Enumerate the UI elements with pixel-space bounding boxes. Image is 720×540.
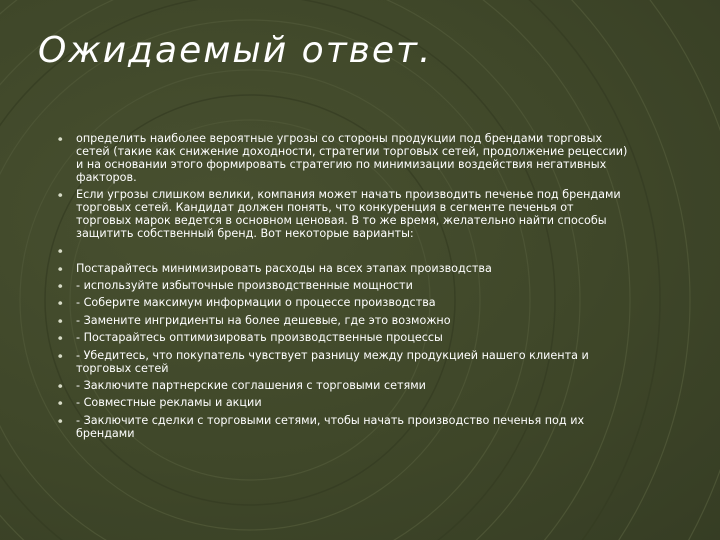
bullet-list (58, 133, 630, 445)
list-item-text: - Замените ингридиенты на более дешевые, где это возможно (76, 313, 451, 327)
bullet-icon: ⦁ (58, 315, 63, 326)
list-item-text: - Совместные рекламы и акции (76, 396, 262, 410)
list-item (58, 397, 630, 410)
list-item (58, 415, 630, 441)
list-item-text: Если угрозы слишком велики, компания может начать производить печенье под брендами торговых сетей. Кандидат должен понять, что конкуренция в сегменте печенья от торговых марок ведется в основном ценовая. В то же время, желательно найти способы защитить собственный бренд. Вот некоторые варианты: (76, 188, 621, 240)
list-item-text: - Убедитесь, что покупатель чувствует разницу между продукцией нашего клиента и торговых сетей (76, 348, 589, 375)
bullet-icon: ⦁ (58, 134, 63, 144)
bullet-icon: ⦁ (58, 190, 63, 201)
list-item (58, 245, 630, 258)
bullet-icon: ⦁ (58, 415, 63, 426)
list-item-text: определить наиболее вероятные угрозы со стороны продукции под брендами торговых сетей (такие как снижение доходности, стратегии торговых сетей, продолжение рецессии) и на основании этого формировать стратегию по минимизации воздействия негативных факторов. (76, 132, 628, 184)
bullet-icon: ⦁ (58, 263, 63, 274)
list-item (58, 315, 630, 328)
list-item-text: - Постарайтесь оптимизировать производственные процессы (76, 331, 443, 345)
bullet-icon: ⦁ (58, 398, 63, 409)
list-item (58, 332, 630, 345)
list-item-text: - Заключите партнерские соглашения с торговыми сетями (76, 378, 426, 392)
bullet-icon: ⦁ (58, 246, 63, 257)
list-item (58, 350, 630, 376)
list-item-text: Постарайтесь минимизировать расходы на всех этапах производства (76, 261, 492, 275)
list-item (58, 263, 630, 276)
list-item-text: - Соберите максимум информации о процессе производства (76, 296, 436, 310)
slide-title: Ожидаемый ответ. (38, 30, 433, 71)
bullet-icon: ⦁ (58, 333, 63, 344)
list-item-text: - используйте избыточные производственные мощности (76, 279, 413, 293)
bullet-icon: ⦁ (58, 281, 63, 292)
bullet-icon: ⦁ (58, 350, 63, 361)
list-item (58, 189, 630, 241)
list-item (58, 133, 630, 185)
bullet-icon: ⦁ (58, 380, 63, 391)
list-item-text: - Заключите сделки с торговыми сетями, чтобы начать производство печенья под их брендами (76, 413, 585, 440)
bullet-icon: ⦁ (58, 298, 63, 309)
list-item (58, 380, 630, 393)
list-item (58, 297, 630, 310)
list-item (58, 280, 630, 293)
